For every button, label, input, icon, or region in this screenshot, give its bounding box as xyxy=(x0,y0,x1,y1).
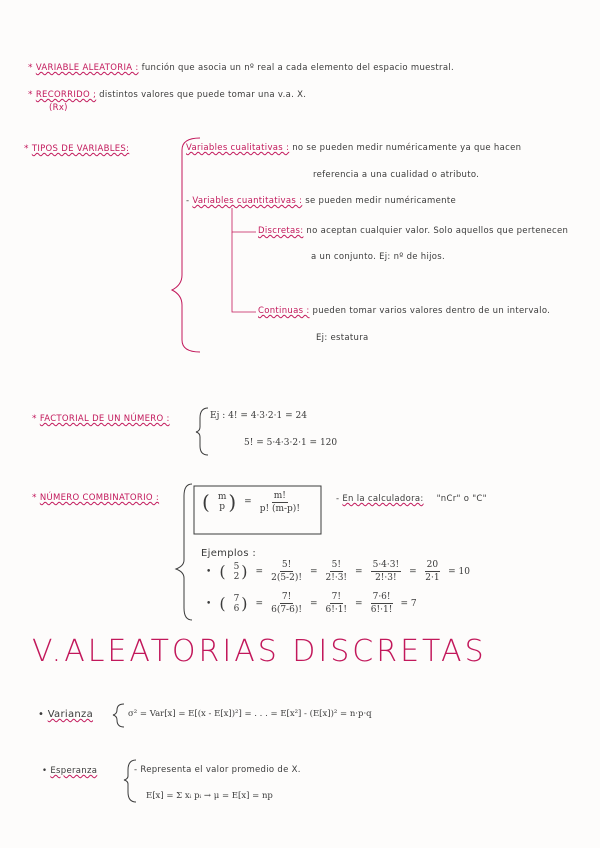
ex2-f3-den: 6!·1! xyxy=(370,605,393,615)
combinatorio-label: NÚMERO COMBINATORIO : xyxy=(39,493,160,503)
varianza-brace xyxy=(113,704,124,727)
recorrido-row xyxy=(28,90,306,100)
factorial-line-1: Ej : 4! = 4·3·2·1 = 24 xyxy=(210,411,307,421)
ex1-result: = 10 xyxy=(448,566,470,577)
recorrido-label: RECORRIDO ; xyxy=(35,90,97,100)
ex1-f4-num: 20 xyxy=(426,560,439,570)
varianza-formula: σ² = Var[x] = E[(x - E[x])²] = . . . = E[x²] - (E[x])² = n·p·q xyxy=(128,709,372,719)
formula-den: p! (m-p)! xyxy=(259,503,300,514)
varianza-label: Varianza xyxy=(47,709,94,720)
bullet-dot: • xyxy=(42,766,48,776)
discretas-label: Discretas: xyxy=(258,226,304,236)
bullet-star: * xyxy=(28,63,33,73)
binom xyxy=(218,492,227,512)
continuas-example: Ej: estatura xyxy=(316,333,369,343)
ex2-f1-den: 6(7-6)! xyxy=(271,605,302,615)
formula-fraction xyxy=(260,491,300,514)
discretas-text-1: no aceptan cualquier valor. Solo aquellos que pertenecen xyxy=(306,226,569,236)
ex1-f2-num: 5! xyxy=(331,560,341,570)
ex1-frac-2 xyxy=(326,560,348,583)
va-text: función que asocia un nº real a cada elemento del espacio muestral. xyxy=(141,63,454,73)
bullet-dot: • xyxy=(38,709,45,720)
varianza-row xyxy=(38,709,93,720)
cuantitativas-row: - Variables cuantitativas : se pueden medir numéricamente xyxy=(186,196,457,206)
ex2-binom-bottom: 6 xyxy=(233,603,240,614)
ex2-f2-den: 6!·1! xyxy=(325,605,348,615)
ex1-f3-num: 5·4·3! xyxy=(372,560,400,570)
cuantitativas-label: Variables cuantitativas : xyxy=(192,196,303,206)
ex1-frac-4 xyxy=(425,560,440,583)
esperanza-label: Esperanza xyxy=(50,766,98,776)
ex1-f2-den: 2!·3! xyxy=(325,573,348,583)
ex1-f1-den: 2(5-2)! xyxy=(271,573,302,583)
ex2-frac-1 xyxy=(271,592,302,615)
ex2-frac-2 xyxy=(326,592,348,615)
section-title: V.ALEATORIAS DISCRETAS xyxy=(32,634,487,669)
cualitativas-text-1: no se pueden medir numéricamente ya que hacen xyxy=(292,143,522,153)
va-definition-row xyxy=(28,63,454,73)
formula-num: m! xyxy=(273,490,286,501)
ex2-frac-3 xyxy=(371,592,393,615)
continuas-text: pueden tomar varios valores dentro de un intervalo. xyxy=(312,306,551,316)
bullet-star: * xyxy=(32,414,37,424)
ex2-binom-top: 7 xyxy=(233,593,240,604)
ex1-binom-top: 5 xyxy=(233,561,240,572)
tipos-label: TIPOS DE VARIABLES: xyxy=(31,144,130,154)
factorial-label: FACTORIAL DE UN NÚMERO : xyxy=(39,414,170,424)
ex2-f1-num: 7! xyxy=(281,592,292,602)
ex1-frac-1 xyxy=(271,560,302,583)
ex2-f2-num: 7! xyxy=(331,592,341,602)
ex1-f4-den: 2·1 xyxy=(425,573,440,583)
example-2: • ( 7 6 ) = $\frac{7!}{6(7-6)!}$ = $\frac{7!}{6!\cdot 1!}$ = $\frac{7\cdot 6!}{6!\cdot 1!}$ = 7 xyxy=(206,592,417,615)
continuas-label: Continuas : xyxy=(258,306,310,316)
bullet-star: * xyxy=(32,493,37,503)
bullet-dot: • xyxy=(206,598,212,609)
ex2-binom xyxy=(234,594,240,614)
continuas-connector xyxy=(232,232,256,312)
combinatorio-brace xyxy=(176,484,192,620)
combinatorio-label-row xyxy=(32,493,159,503)
factorial-brace xyxy=(196,408,208,455)
cualitativas-label: Variables cualitativas : xyxy=(186,143,290,153)
binom-top: m xyxy=(217,492,227,502)
factorial-line-2: 5! = 5·4·3·2·1 = 120 xyxy=(244,438,338,448)
recorrido-sub: (Rx) xyxy=(49,103,68,113)
esperanza-line-1: - Representa el valor promedio de X. xyxy=(134,765,301,775)
esperanza-row xyxy=(42,766,97,776)
calculadora-row: - En la calculadora: "nCr" o "C" xyxy=(336,494,487,504)
discretas-text-2: a un conjunto. Ej: nº de hijos. xyxy=(311,252,446,262)
ex1-frac-3 xyxy=(371,560,402,583)
discretas-row xyxy=(258,226,568,236)
binom-bottom: p xyxy=(219,502,225,512)
ejemplos-label: Ejemplos : xyxy=(201,548,256,559)
cualitativas-text-2: referencia a una cualidad o atributo. xyxy=(313,170,480,180)
combinatorio-formula: ( m p ) = $\frac{m!}{p! (m-p)!}$ xyxy=(202,490,300,514)
tipos-label-row xyxy=(24,144,129,154)
ex2-result: = 7 xyxy=(400,598,417,609)
factorial-label-row xyxy=(32,414,170,424)
ex1-f3-den: 2!·3! xyxy=(375,573,397,583)
bullet-dot: • xyxy=(206,566,212,577)
cualitativas-row xyxy=(186,143,521,153)
cuantitativas-text: se pueden medir numéricamente xyxy=(305,196,457,206)
ex1-f1-num: 5! xyxy=(281,560,292,570)
bullet-star: * xyxy=(28,90,33,100)
recorrido-text: distintos valores que puede tomar una v.a. X. xyxy=(99,90,307,100)
ex2-f3-num: 7·6! xyxy=(372,592,391,602)
esperanza-line-2: E[x] = Σ xᵢ pᵢ → μ = E[x] = np xyxy=(146,791,273,801)
continuas-row xyxy=(258,306,550,316)
example-1: • ( 5 2 ) = $\frac{5!}{2(5-2)!}$ = $\frac{5!}{2!\cdot 3!}$ = $\frac{5\cdot 4\cdot 3!}{2!\cdot 3!}$ = $\frac{20}{2\cdot 1}$ = 10 xyxy=(206,560,470,583)
calc-text: "nCr" o "C" xyxy=(436,494,487,504)
ex1-binom xyxy=(234,562,240,582)
calc-label: En la calculadora: xyxy=(342,494,424,504)
tipos-brace xyxy=(172,138,200,352)
ex1-binom-bottom: 2 xyxy=(233,571,240,582)
bullet-star: * xyxy=(24,144,29,154)
formula-eq: = xyxy=(244,497,252,507)
va-label: VARIABLE ALEATORIA : xyxy=(35,63,139,73)
discretas-connector xyxy=(232,208,256,232)
